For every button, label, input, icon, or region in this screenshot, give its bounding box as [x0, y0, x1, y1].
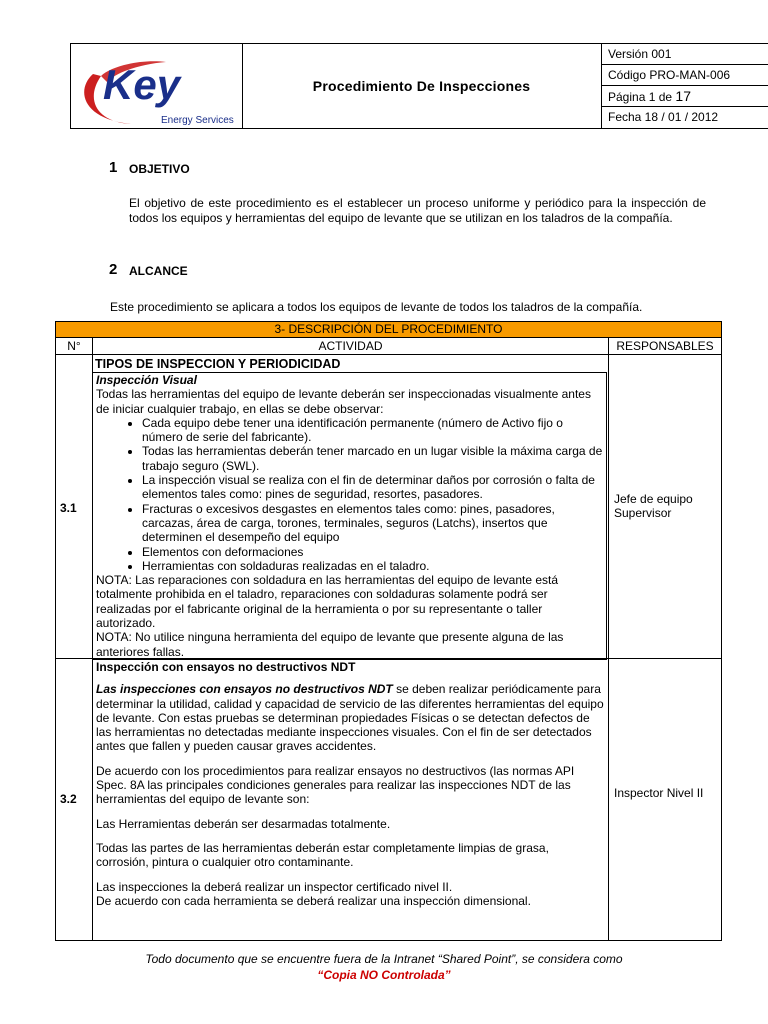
section-alcance-title: ALCANCE — [129, 264, 188, 278]
row2-p2: De acuerdo con los procedimientos para realizar ensayos no destructivos (las normas API Spec. 8A las principales condiciones generales para realizar las inspecciones NDT de las herramientas del equipo de levante son: — [96, 763, 575, 807]
row2-lead-bold: Las inspecciones con ensayos no destructivos NDT — [96, 682, 393, 697]
section-objetivo-title: OBJETIVO — [129, 162, 190, 176]
row1-heading: TIPOS DE INSPECCION Y PERIODICIDAD — [95, 357, 341, 371]
list-item: • Fracturas o excesivos desgastes en elementos tales como: pines, pasadores, carcazas, área de carga, torones, terminales, seguros (Latchs), insertos que determinen el desempeño del equipo — [142, 502, 604, 545]
row1-num: 3.1 — [60, 501, 77, 515]
row1-inner-box — [92, 372, 607, 660]
row1-resp-cell — [608, 354, 722, 659]
document-meta — [601, 44, 768, 128]
row2-activity-cell — [92, 658, 609, 941]
section-alcance-number: 2 — [109, 261, 118, 278]
list-item: • Cada equipo debe tener una identificación permanente (número de Activo fijo o número de serie del fabricante). — [142, 416, 604, 445]
col-header-resp: RESPONSABLES — [608, 337, 722, 355]
col-header-num: N° — [55, 337, 93, 355]
row1-subheading: Inspección Visual — [96, 373, 197, 387]
list-item: • La inspección visual se realiza con el fin de determinar daños por corrosión o falta de elementos tales como: pines de seguridad, resortes, pasadores. — [142, 473, 604, 502]
page-field — [602, 86, 768, 107]
key-logo-graphic — [71, 44, 242, 128]
footer-disclaimer: Todo documento que se encuentre fuera de la Intranet “Shared Point”, se considera como — [145, 952, 623, 966]
row2-num-cell — [55, 658, 93, 941]
row1-intro: Todas las herramientas del equipo de levante deberán ser inspeccionadas visualmente antes de iniciar cualquier trabajo, en ellas se debe observar: — [96, 387, 591, 416]
row2-resp: Inspector Nivel II — [614, 786, 704, 800]
date-field: Fecha 18 / 01 / 2012 — [608, 110, 719, 124]
document-title: Procedimiento De Inspecciones — [312, 78, 531, 94]
logo-main-text: Key — [103, 61, 181, 108]
section-objetivo-text: El objetivo de este procedimiento es el establecer un proceso uniforme y periódico para la inspección de todos los equipos y herramientas del equipo de levante que se utilizan en los taladros de la compañía. — [129, 196, 706, 225]
row1-resp2: Supervisor — [614, 506, 672, 520]
code-field: Código PRO-MAN-006 — [602, 65, 768, 86]
list-item: • Todas las herramientas deberán tener marcado en un lugar visible la máxima carga de trabajo seguro (SWL). — [142, 444, 604, 473]
footer-uncontrolled-copy: “Copia NO Controlada” — [317, 968, 451, 982]
row2-p3: Las Herramientas deberán ser desarmadas totalmente. — [96, 816, 391, 831]
row1-bullet-list — [96, 416, 604, 573]
table-title: 3- DESCRIPCIÓN DEL PROCEDIMIENTO — [55, 321, 722, 338]
document-header — [70, 43, 768, 129]
page-total: 17 — [675, 88, 691, 104]
procedure-table — [55, 321, 722, 941]
section-objetivo-number: 1 — [109, 159, 118, 176]
row2-num: 3.2 — [60, 792, 77, 806]
row2-p6: De acuerdo con cada herramienta se deberá realizar una inspección dimensional. — [96, 893, 531, 908]
col-header-activity: ACTIVIDAD — [92, 337, 609, 355]
page-label: Página 1 de — [608, 90, 673, 104]
list-item: • Herramientas con soldaduras realizadas en el taladro. — [142, 559, 604, 573]
company-logo — [71, 44, 243, 128]
row2-p4: Todas las partes de las herramientas deberán estar completamente limpias de grasa, corrosión, pintura o cualquier otro contaminante. — [96, 840, 549, 870]
list-item: • Elementos con deformaciones — [142, 545, 604, 559]
row1-note2: NOTA: No utilice ninguna herramienta del equipo de levante que presente alguna de las anteriores fallas. — [96, 630, 564, 659]
row2-lead-rest: se deben realizar periódicamente para determinar la utilidad, calidad y capacidad de servicio de las diferentes herramientas del equipo de levante. Con estas pruebas se determinan propiedades Físicas o se detectan defectos de las herramientas no detectadas mediante inspecciones visuales. Con el fin de ser detectados antes que fallen y pueden causar graves accidentes. — [96, 682, 604, 754]
version-field: Versión 001 — [602, 44, 768, 65]
row1-note1: NOTA: Las reparaciones con soldadura en las herramientas del equipo de levante está totalmente prohibida en el taladro, reparaciones con soldaduras solamente podrá ser realizadas por el fabricante original de la herramienta o por su representante o taller autorizado. — [96, 573, 559, 631]
row1-activity-cell — [92, 354, 609, 659]
row1-num-cell — [55, 354, 93, 659]
row2-p5: Las inspecciones la deberá realizar un inspector certificado nivel II. — [96, 879, 453, 894]
section-alcance-text: Este procedimiento se aplicara a todos los equipos de levante de todos los taladros de la compañía. — [110, 300, 643, 314]
row2-p1 — [96, 682, 604, 753]
row2-resp-cell — [608, 658, 722, 941]
logo-sub-text: Energy Services — [161, 115, 234, 126]
row2-heading: Inspección con ensayos no destructivos NDT — [96, 660, 356, 674]
row1-resp1: Jefe de equipo — [614, 492, 693, 506]
